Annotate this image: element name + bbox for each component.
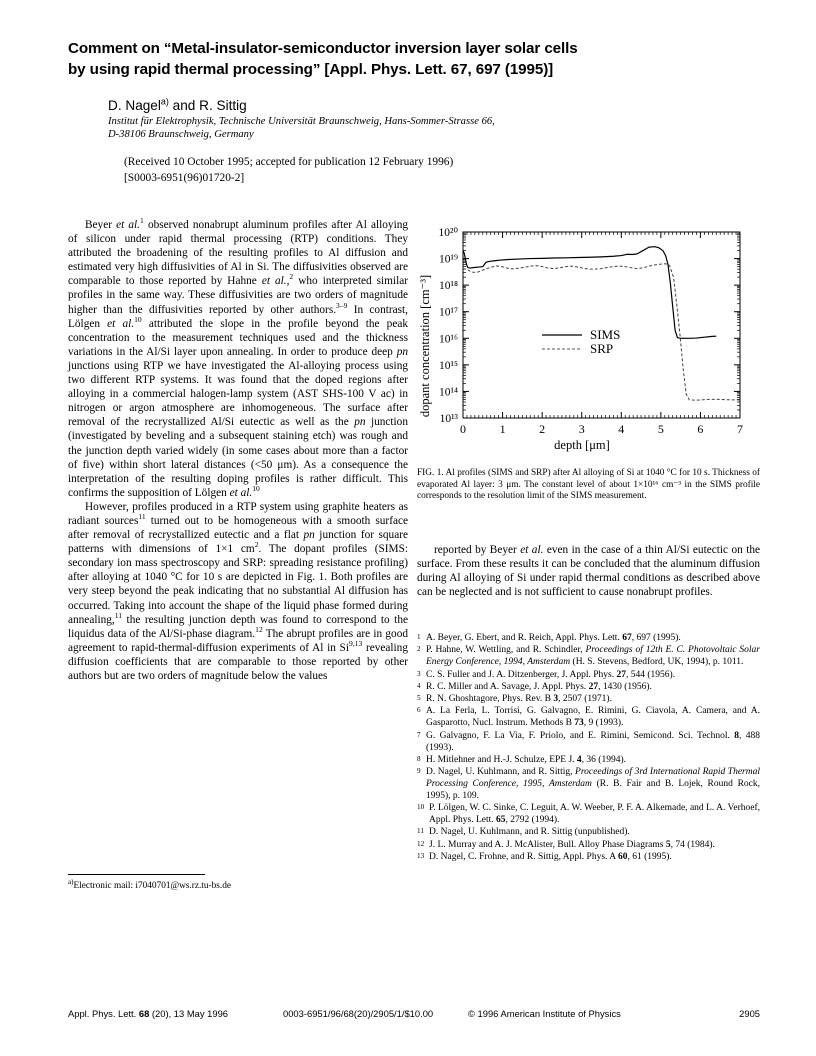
footer-issn: 0003-6951/96/68(20)/2905/1/$10.00 <box>283 1008 434 1019</box>
reference-number: 8 <box>417 754 421 763</box>
x-tick-label: 6 <box>697 422 704 436</box>
title-line-1: Comment on “Metal-insulator-semiconductor inversion layer solar cells <box>68 40 578 57</box>
footer-journal-prefix: Appl. Phys. Lett. <box>68 1008 139 1019</box>
author-list <box>108 98 758 113</box>
x-axis-tick-labels <box>460 422 743 436</box>
footer-journal <box>68 1008 283 1019</box>
reference-number: 3 <box>417 669 421 678</box>
received-dates: (Received 10 October 1995; accepted for publication 12 February 1996) <box>124 156 454 168</box>
reference-number: 11 <box>417 827 424 836</box>
title-line-2: by using rapid thermal processing” [Appl. Phys. Lett. 67, 697 (1995)] <box>68 61 554 78</box>
footer-copyright: © 1996 American Institute of Physics <box>468 1008 621 1019</box>
x-tick-label: 5 <box>657 422 664 436</box>
references-list <box>417 633 760 864</box>
reference-item: 10 P. Lölgen, W. C. Sinke, C. Leguit, A. W. Weeber, P. F. A. Alkemade, and L. A. Verhoef, Appl. Phys. Lett. 65, 2792 (1994). <box>417 803 760 826</box>
page-footer <box>68 1008 760 1019</box>
footer-journal-volume: 68 <box>138 1008 150 1019</box>
reference-number: 12 <box>417 839 425 848</box>
dopant-concentration-chart <box>417 218 760 456</box>
reference-item: 11 D. Nagel, U. Kuhlmann, and R. Sittig (unpublished). <box>417 827 630 838</box>
y-tick-label: 10¹⁹ <box>439 253 458 266</box>
reference-item: 4 R. C. Miller and A. Savage, J. Appl. Phys. 27, 1430 (1956). <box>417 681 652 692</box>
reference-item: 9 D. Nagel, U. Kuhlmann, and R. Sittig, Proceedings of 3rd International Rapid Thermal Processing Conference, 1995, Amsterdam (R. B. Fair and B. Lojek, Round Rock, 1995), p. 109. <box>417 767 760 801</box>
x-tick-label: 0 <box>460 422 466 436</box>
reference-number: 2 <box>417 645 421 654</box>
y-tick-label: 10¹⁸ <box>439 280 458 293</box>
x-tick-label: 7 <box>737 422 743 436</box>
body-paragraph-3: reported by Beyer et al. even in the case of a thin Al/Si eutectic on the surface. From these results it can be concluded that the aluminum diffusion during Al alloying of Si under rapid thermal conditions as described above can be neglected and is not sufficient to cause nonabrupt profiles. <box>417 544 760 599</box>
y-axis-label: dopant concentration [cm⁻³] <box>418 274 432 418</box>
x-axis-label: depth [μm] <box>554 438 610 452</box>
x-tick-label: 1 <box>499 422 506 436</box>
x-tick-label: 4 <box>618 422 625 436</box>
footnote-divider <box>68 874 205 875</box>
reference-item: 3 C. S. Fuller and J. A. Ditzenberger, J. Appl. Phys. 27, 544 (1956). <box>417 669 676 680</box>
plot-curves <box>463 247 740 400</box>
footnote-text: Electronic mail: i7040701@ws.rz.tu-bs.de <box>73 881 231 891</box>
affiliation <box>108 115 758 141</box>
reference-item: 2 P. Hahne, W. Wettling, and R. Schindler, Proceedings of 12th E. C. Photovoltaic Solar Energy Conference, 1994, Amsterdam (H. S. Stevens, Bedford, UK, 1994), p. 1011. <box>417 645 760 668</box>
figure-caption <box>417 468 760 503</box>
body-paragraph-2: However, profiles produced in a RTP system using graphite heaters as radiant sources$^{11}$ turned out to be homogeneous with a smooth surface after removal of recrystallized eutectic and a flat pn junction for square patterns with dimensions of 1×1 $cm^2$. The dopant profiles (SIMS: secondary ion mass spectroscopy and SRP: spreading resistance profiling) after alloying at 1040 °C for 10 s are depicted in Fig. 1. Both profiles are very steep beyond the peak indicating that no substantial Al diffusion has occurred. Taking into account the shape of the liquid phase formed during annealing,$^{11}$ the resulting junction depth was found to correspond to the liquidus data of the Al/Si-phase diagram.$^{12}$ The abrupt profiles are in good agreement to rapid-thermal-diffusion experiments of Al in Si$^{9,13}$ revealing diffusion coefficients that are comparable to those reported by other authors but are two orders of magnitude below the values <box>68 500 409 682</box>
affiliation-line-1: Institut für Elektrophysik, Technische Universität Braunschweig, Hans-Sommer-Strasse 66, <box>108 116 495 127</box>
reference-item: 5 R. N. Ghoshtagore, Phys. Rev. B 3, 2507 (1971). <box>417 694 612 705</box>
y-tick-label: 10¹³ <box>439 413 458 425</box>
y-tick-label: 10¹⁴ <box>439 386 458 399</box>
reference-number: 6 <box>417 706 421 715</box>
footnote-marker: a) <box>68 877 74 886</box>
author-names: D. Nagel <box>108 98 161 113</box>
y-tick-label: 10¹⁷ <box>439 306 458 319</box>
reference-number: 7 <box>417 730 421 739</box>
author-names-rest: and R. Sittig <box>168 98 247 113</box>
footer-journal-suffix: (20), 13 May 1996 <box>149 1008 229 1019</box>
y-tick-label: 10¹⁵ <box>439 359 458 372</box>
reference-item: 12 J. L. Murray and A. J. McAlister, Bull. Alloy Phase Diagrams 5, 74 (1984). <box>417 839 715 850</box>
legend-label-srp: SRP <box>590 341 614 356</box>
y-tick-label: 10²⁰ <box>438 227 458 239</box>
y-tick-label: 10¹⁶ <box>439 333 458 346</box>
reference-number: 5 <box>417 694 421 703</box>
reference-item: 13 D. Nagel, C. Frohne, and R. Sittig, Appl. Phys. A 60, 61 (1995). <box>417 852 672 862</box>
reference-item: 8 H. Mitlehner and H.-J. Schulze, EPE J. 4, 36 (1994). <box>417 754 626 765</box>
reference-item: 1 A. Beyer, G. Ebert, and R. Reich, Appl. Phys. Lett. 67, 697 (1995). <box>417 633 681 643</box>
chart-legend <box>542 327 620 356</box>
figure-caption-label: FIG. 1. <box>417 468 444 478</box>
reference-number: 10 <box>417 803 425 812</box>
author-footnote-marker: a) <box>160 96 169 107</box>
reference-number: 4 <box>417 681 421 690</box>
page-title <box>68 38 758 80</box>
right-column-body <box>417 543 760 599</box>
reference-number: 1 <box>417 633 421 641</box>
body-paragraph-1: Beyer et al.$^1$ observed nonabrupt aluminum profiles after Al alloying of silicon under rapid thermal processing (RTP) conditions. They attributed the broadening of the resulting profiles to Al diffusion and estimated very high diffusivities of Al in Si. The diffusivities observed are comparable to those reported by Hahne et al.,$^2$ who interpreted similar profiles in the same way. These diffusivities are two orders of magnitude higher than the diffusivities reported by other authors.$^{3-9}$ In contrast, Lölgen et al.$^{10}$ attributed the slope in the profile beyond the peak concentration to the measurement techniques used and the thickness variations in the Al/Si layer upon annealing. In order to produce deep pn junctions using RTP we have investigated the Al-alloying process using two different RTP systems. It was found that the doped regions after alloying in a commercial halogen-lamp system (AST SHS-100 V ac) in nitrogen or argon atmosphere are inhomogeneous. The surface after removal of the recrystallized Al/Si eutectic as well as the pn junction (investigated by beveling and a subsequent staining etch) was rough and the junction depth varied widely (in some cases about more than a factor of five) within short lateral distances (<50 μm). As a consequence the interpretation of the resulting doping profiles is rather difficult. This confirms the supposition of Lölgen et al.$^{10}$ <box>68 216 409 499</box>
affiliation-line-2: D-38106 Braunschweig, Germany <box>108 129 254 140</box>
reference-number: 9 <box>417 767 421 776</box>
series-sims <box>463 247 716 339</box>
figure-caption-text: Al profiles (SIMS and SRP) after Al alloying of Si at 1040 °C for 10 s. Thickness of evaporated Al layer: 3 μm. The constant level of about 1×10¹⁶ cm⁻³ in the SIMS profile corresponds to the resolution limit of the SIMS measurement. <box>417 468 760 502</box>
document-identifier: [S0003-6951(96)01720-2] <box>124 172 245 184</box>
x-tick-label: 2 <box>539 422 546 436</box>
footer-page-number: 2905 <box>739 1008 760 1019</box>
left-column <box>68 218 408 683</box>
reference-item: 6 A. La Ferla, L. Torrisi, G. Galvagno, E. Rimini, G. Ciavola, A. Camera, and A. Gasparotto, Nucl. Instrum. Methods B 73, 9 (1993). <box>417 706 760 729</box>
figure-1 <box>417 218 760 456</box>
footnote <box>68 877 408 892</box>
legend-label-sims: SIMS <box>590 327 621 342</box>
x-tick-label: 3 <box>578 422 585 436</box>
reference-number: 13 <box>417 852 425 860</box>
reference-item: 7 G. Galvagno, F. La Via, F. Priolo, and E. Rimini, Semicond. Sci. Technol. 8, 488 (1993). <box>417 730 761 753</box>
y-axis-tick-labels <box>438 227 458 425</box>
